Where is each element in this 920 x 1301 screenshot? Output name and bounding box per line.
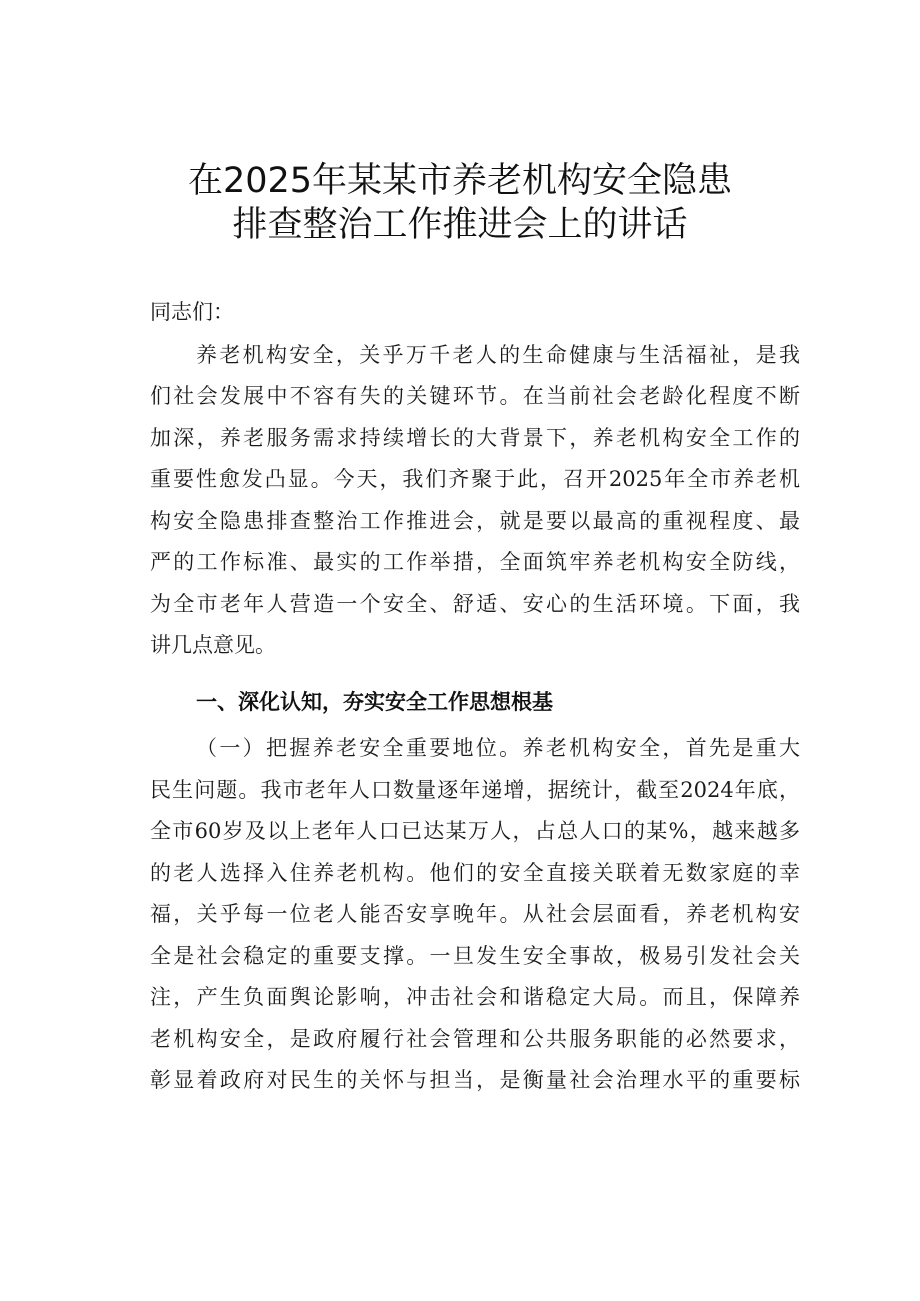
paragraph-1-line-8: 讲几点意见。	[150, 633, 276, 657]
paragraph-2-line-6: 全是社会稳定的重要支撑。一旦发生安全事故，极易引发社会关	[150, 944, 800, 968]
paragraph-1-line-1: 养老机构安全，关乎万千老人的生命健康与生活福祉，是我	[196, 343, 800, 367]
paragraph-2-line-7: 注，产生负面舆论影响，冲击社会和谐稳定大局。而且，保障养	[150, 985, 800, 1009]
paragraph-2-line-2: 民生问题。我市老年人口数量逐年递增，据统计，截至2024年底，	[150, 778, 800, 802]
paragraph-1-line-4: 重要性愈发凸显。今天，我们齐聚于此，召开2025年全市养老机	[150, 467, 800, 491]
paragraph-2-line-1: （一）把握养老安全重要地位。养老机构安全，首先是重大	[196, 736, 800, 760]
paragraph-2-line-4: 的老人选择入住养老机构。他们的安全直接关联着无数家庭的幸	[150, 861, 800, 885]
paragraph-2-line-3: 全市60岁及以上老年人口已达某万人，占总人口的某%，越来越多	[150, 819, 800, 843]
paragraph-1-line-5: 构安全隐患排查整治工作推进会，就是要以最高的重视程度、最	[150, 509, 800, 533]
paragraph-1-line-6: 严的工作标准、最实的工作举措，全面筑牢养老机构安全防线，	[150, 550, 800, 574]
section-heading-1: 一、深化认知，夯实安全工作思想根基	[196, 690, 553, 714]
paragraph-2-line-9: 彰显着政府对民生的关怀与担当，是衡量社会治理水平的重要标	[150, 1068, 800, 1092]
salutation: 同志们：	[150, 300, 234, 324]
paragraph-1-line-2: 们社会发展中不容有失的关键环节。在当前社会老龄化程度不断	[150, 384, 800, 408]
paragraph-2-line-8: 老机构安全，是政府履行社会管理和公共服务职能的必然要求，	[150, 1027, 800, 1051]
paragraph-1-line-3: 加深，养老服务需求持续增长的大背景下，养老机构安全工作的	[150, 426, 800, 450]
paragraph-2-line-5: 福，关乎每一位老人能否安享晚年。从社会层面看，养老机构安	[150, 902, 800, 926]
paragraph-1-line-7: 为全市老年人营造一个安全、舒适、安心的生活环境。下面，我	[150, 592, 800, 616]
document-title-line-1: 在2025年某某市养老机构安全隐患	[187, 161, 733, 201]
document-title-line-2: 排查整治工作推进会上的讲话	[232, 205, 688, 245]
